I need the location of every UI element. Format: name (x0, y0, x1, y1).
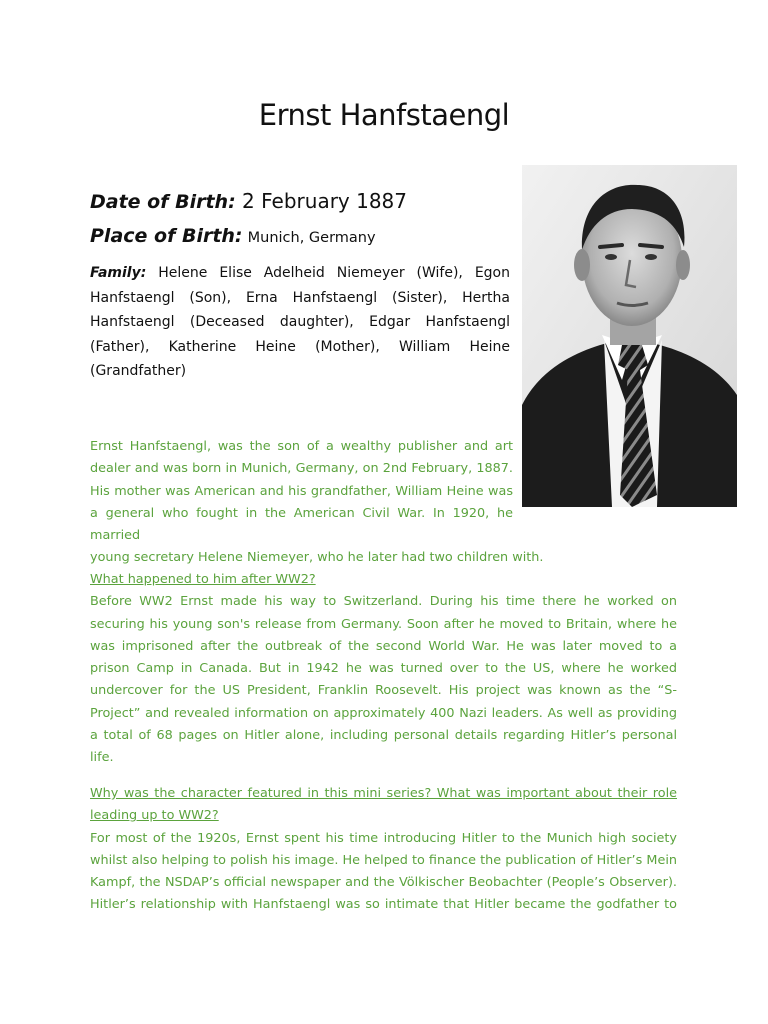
family-label: Family: (90, 265, 147, 281)
intro-paragraph (90, 436, 544, 570)
section-body: For most of the 1920s, Ernst spent his time introducing Hitler to the Munich high society whilst also helping to polish his image. He helped to finance the publication of Hitler’s Mein Kampf, the NSDAP’s official newspaper and the Völkischer Beobachter (People’s Observer). Hitler’s relationship with Hanfstaengl was so intimate that Hitler became the godfather to (90, 830, 677, 913)
section-role-before-ww2 (90, 783, 677, 917)
section-after-ww2 (90, 569, 677, 770)
biography-facts (90, 186, 510, 398)
section-body: Before WW2 Ernst made his way to Switzerland. During his time there he worked on securing his young son's release from Germany. Soon after he moved to Britain, where he was imprisoned after the outbreak of the second World War. He was later moved to a prison Camp in Canada. But in 1942 he was turned over to the US, where he worked undercover for the US President, Franklin Roosevelt. His project was known as the “S-Project” and revealed information on approximately 400 Nazi leaders. As well as providing a total of 68 pages on Hitler alone, including personal details regarding Hitler’s personal life. (90, 594, 677, 766)
date-of-birth-value: 2 February 1887 (242, 189, 408, 213)
page-title: Ernst Hanfstaengl (258, 98, 510, 132)
section-heading: Why was the character featured in this mini series? What was important about their role leading up to WW2? (90, 786, 677, 824)
family-value: Helene Elise Adelheid Niemeyer (Wife), Egon Hanfstaengl (Son), Erna Hanfstaengl (Sister), Hertha Hanfstaengl (Deceased daughter), Edgar Hanfstaengl (Father), Katherine Heine (Mother), William Heine (Grandfather) (90, 265, 510, 380)
place-of-birth (90, 221, 510, 253)
place-of-birth-value: Munich, Germany (247, 230, 376, 246)
intro-text: Ernst Hanfstaengl, was the son of a wealthy publisher and art dealer and was born in Munich, Germany, on 2nd February, 1887. His mother was American and his grandfather, William Heine was a general who fought in the American Civil War. In 1920, he married (90, 439, 513, 544)
date-of-birth (90, 186, 510, 217)
family (90, 261, 510, 384)
portrait-photo (522, 165, 737, 507)
place-of-birth-label: Place of Birth: (90, 225, 243, 247)
date-of-birth-label: Date of Birth: (90, 191, 236, 213)
intro-last-line: young secretary Helene Niemeyer, who he later had two children with. (90, 550, 544, 566)
section-heading: What happened to him after WW2? (90, 572, 316, 587)
